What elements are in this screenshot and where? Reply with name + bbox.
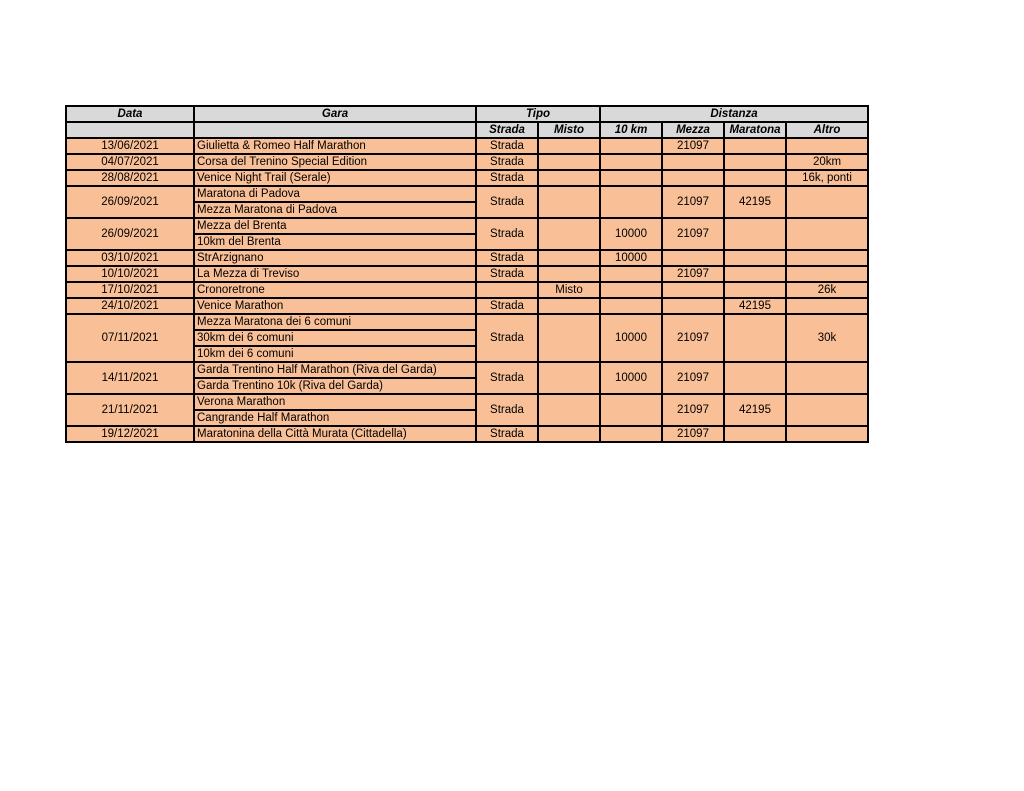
race-name-cell: Mezza Maratona di Padova: [194, 202, 476, 218]
distance-10km-cell: [600, 186, 662, 218]
distance-10km-cell: [600, 282, 662, 298]
date-cell: 24/10/2021: [66, 298, 194, 314]
distance-maratona-cell: [724, 170, 786, 186]
race-name-cell: Mezza Maratona dei 6 comuni: [194, 314, 476, 330]
table-row: [66, 394, 868, 410]
table-row: [66, 186, 868, 202]
date-cell: 17/10/2021: [66, 282, 194, 298]
type-strada-cell: Strada: [476, 298, 538, 314]
race-name-cell: Mezza del Brenta: [194, 218, 476, 234]
type-strada-cell: Strada: [476, 154, 538, 170]
type-misto-cell: Misto: [538, 282, 600, 298]
date-cell: 10/10/2021: [66, 266, 194, 282]
type-strada-cell: Strada: [476, 314, 538, 362]
distance-maratona-cell: [724, 218, 786, 250]
header-maratona: Maratona: [724, 122, 786, 138]
header-10km: 10 km: [600, 122, 662, 138]
race-name-cell: Verona Marathon: [194, 394, 476, 410]
type-strada-cell: Strada: [476, 218, 538, 250]
table-row: [66, 282, 868, 298]
distance-10km-cell: [600, 138, 662, 154]
distance-10km-cell: [600, 154, 662, 170]
distance-altro-cell: 16k, ponti: [786, 170, 868, 186]
date-cell: 03/10/2021: [66, 250, 194, 266]
header-gara: Gara: [194, 106, 476, 122]
distance-altro-cell: [786, 250, 868, 266]
distance-mezza-cell: [662, 250, 724, 266]
distance-altro-cell: [786, 298, 868, 314]
date-cell: 14/11/2021: [66, 362, 194, 394]
type-misto-cell: [538, 298, 600, 314]
date-cell: 26/09/2021: [66, 186, 194, 218]
header-gara-empty: [194, 122, 476, 138]
distance-10km-cell: [600, 266, 662, 282]
type-strada-cell: Strada: [476, 362, 538, 394]
distance-maratona-cell: [724, 362, 786, 394]
type-misto-cell: [538, 250, 600, 266]
type-strada-cell: Strada: [476, 426, 538, 442]
distance-mezza-cell: [662, 154, 724, 170]
table-body: [66, 138, 868, 442]
table-row: [66, 362, 868, 378]
race-name-cell: La Mezza di Treviso: [194, 266, 476, 282]
distance-10km-cell: [600, 394, 662, 426]
type-misto-cell: [538, 218, 600, 250]
race-name-cell: Maratonina della Città Murata (Cittadella): [194, 426, 476, 442]
date-cell: 26/09/2021: [66, 218, 194, 250]
race-name-cell: Garda Trentino 10k (Riva del Garda): [194, 378, 476, 394]
type-misto-cell: [538, 266, 600, 282]
race-name-cell: StrArzignano: [194, 250, 476, 266]
table-row: [66, 250, 868, 266]
header-altro: Altro: [786, 122, 868, 138]
distance-mezza-cell: [662, 282, 724, 298]
distance-altro-cell: [786, 218, 868, 250]
distance-altro-cell: 20km: [786, 154, 868, 170]
type-strada-cell: Strada: [476, 186, 538, 218]
race-name-cell: 10km del Brenta: [194, 234, 476, 250]
table-row: [66, 426, 868, 442]
header-mezza: Mezza: [662, 122, 724, 138]
table-row: [66, 170, 868, 186]
date-cell: 21/11/2021: [66, 394, 194, 426]
type-strada-cell: Strada: [476, 394, 538, 426]
table-row: [66, 314, 868, 330]
date-cell: 07/11/2021: [66, 314, 194, 362]
table-header: [66, 106, 868, 138]
type-strada-cell: Strada: [476, 250, 538, 266]
distance-mezza-cell: 21097: [662, 394, 724, 426]
header-data-empty: [66, 122, 194, 138]
distance-10km-cell: [600, 170, 662, 186]
distance-mezza-cell: 21097: [662, 138, 724, 154]
type-misto-cell: [538, 186, 600, 218]
type-misto-cell: [538, 362, 600, 394]
header-tipo: Tipo: [476, 106, 600, 122]
type-misto-cell: [538, 154, 600, 170]
race-name-cell: Cangrande Half Marathon: [194, 410, 476, 426]
distance-mezza-cell: 21097: [662, 314, 724, 362]
table-row: [66, 218, 868, 234]
table-row: [66, 138, 868, 154]
distance-maratona-cell: [724, 138, 786, 154]
type-misto-cell: [538, 314, 600, 362]
distance-10km-cell: [600, 298, 662, 314]
date-cell: 19/12/2021: [66, 426, 194, 442]
race-name-cell: Giulietta & Romeo Half Marathon: [194, 138, 476, 154]
type-misto-cell: [538, 170, 600, 186]
header-row-sub: [66, 122, 868, 138]
race-name-cell: Venice Marathon: [194, 298, 476, 314]
distance-altro-cell: 30k: [786, 314, 868, 362]
distance-altro-cell: [786, 362, 868, 394]
distance-altro-cell: [786, 186, 868, 218]
distance-maratona-cell: 42195: [724, 298, 786, 314]
distance-mezza-cell: 21097: [662, 266, 724, 282]
type-misto-cell: [538, 138, 600, 154]
distance-mezza-cell: [662, 170, 724, 186]
date-cell: 28/08/2021: [66, 170, 194, 186]
distance-maratona-cell: [724, 426, 786, 442]
header-distanza: Distanza: [600, 106, 868, 122]
distance-altro-cell: 26k: [786, 282, 868, 298]
distance-maratona-cell: 42195: [724, 394, 786, 426]
race-name-cell: 10km dei 6 comuni: [194, 346, 476, 362]
distance-mezza-cell: [662, 298, 724, 314]
header-data: Data: [66, 106, 194, 122]
distance-altro-cell: [786, 138, 868, 154]
date-cell: 04/07/2021: [66, 154, 194, 170]
race-name-cell: Maratona di Padova: [194, 186, 476, 202]
type-strada-cell: Strada: [476, 266, 538, 282]
race-name-cell: 30km dei 6 comuni: [194, 330, 476, 346]
header-row-main: [66, 106, 868, 122]
distance-mezza-cell: 21097: [662, 218, 724, 250]
distance-10km-cell: [600, 426, 662, 442]
distance-maratona-cell: [724, 250, 786, 266]
header-misto: Misto: [538, 122, 600, 138]
distance-altro-cell: [786, 394, 868, 426]
race-name-cell: Cronoretrone: [194, 282, 476, 298]
distance-altro-cell: [786, 426, 868, 442]
distance-maratona-cell: [724, 154, 786, 170]
header-strada: Strada: [476, 122, 538, 138]
table-row: [66, 298, 868, 314]
type-strada-cell: Strada: [476, 138, 538, 154]
distance-altro-cell: [786, 266, 868, 282]
distance-10km-cell: 10000: [600, 314, 662, 362]
table-row: [66, 266, 868, 282]
race-name-cell: Venice Night Trail (Serale): [194, 170, 476, 186]
distance-10km-cell: 10000: [600, 218, 662, 250]
table-row: [66, 154, 868, 170]
type-strada-cell: [476, 282, 538, 298]
type-misto-cell: [538, 394, 600, 426]
distance-mezza-cell: 21097: [662, 426, 724, 442]
distance-maratona-cell: [724, 266, 786, 282]
race-name-cell: Garda Trentino Half Marathon (Riva del Garda): [194, 362, 476, 378]
race-name-cell: Corsa del Trenino Special Edition: [194, 154, 476, 170]
type-strada-cell: Strada: [476, 170, 538, 186]
distance-10km-cell: 10000: [600, 250, 662, 266]
date-cell: 13/06/2021: [66, 138, 194, 154]
distance-maratona-cell: [724, 282, 786, 298]
race-calendar-table: [65, 105, 869, 443]
distance-10km-cell: 10000: [600, 362, 662, 394]
distance-mezza-cell: 21097: [662, 186, 724, 218]
distance-maratona-cell: [724, 314, 786, 362]
distance-maratona-cell: 42195: [724, 186, 786, 218]
distance-mezza-cell: 21097: [662, 362, 724, 394]
type-misto-cell: [538, 426, 600, 442]
